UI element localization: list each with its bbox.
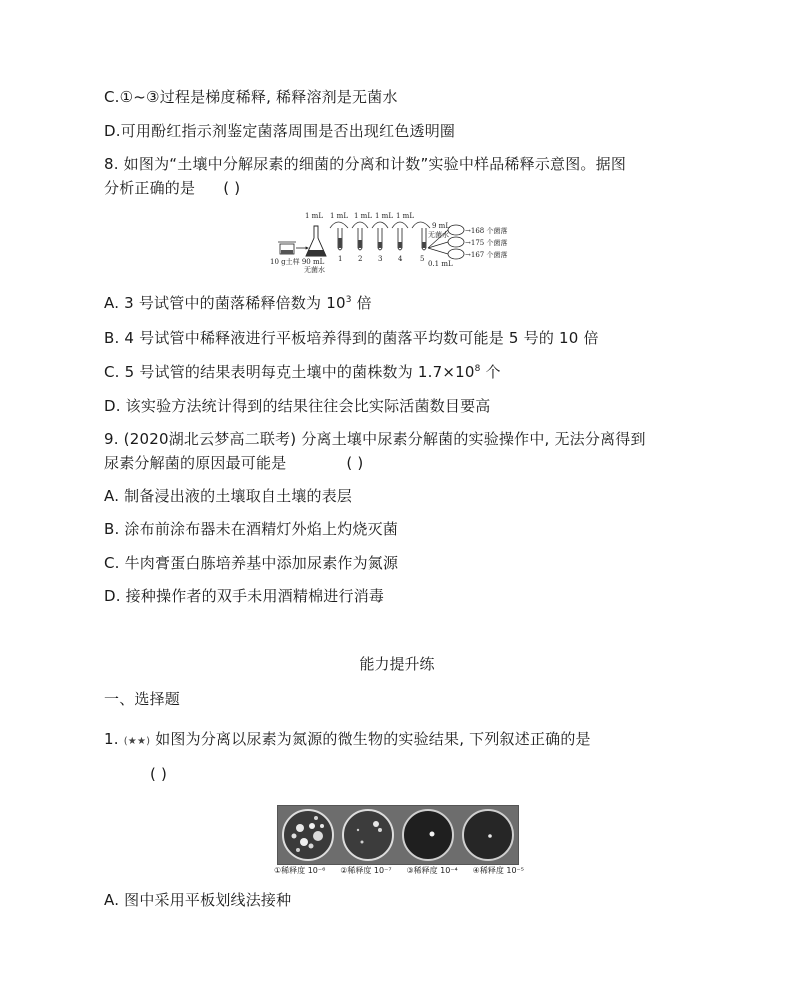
p1-answer-blank: ( ) — [150, 765, 168, 783]
colony-count-2: →175 个菌落 — [465, 239, 508, 247]
q8-answer-blank: ( ) — [223, 179, 241, 197]
tube-water-label-1: 9 mL — [432, 222, 450, 230]
p1-number: 1. — [104, 730, 119, 748]
q9-option-d: D. 接种操作者的双手未用酒精棉进行消毒 — [104, 587, 385, 605]
colony-count-1: →168 个菌落 — [465, 227, 508, 235]
test-tube-icons — [338, 228, 426, 250]
q8-option-c-text: C. 5 号试管的结果表明每克土壤中的菌株数为 1.7×10 — [104, 363, 475, 381]
tube-number-4: 4 — [398, 255, 403, 263]
p1-stem — [104, 729, 591, 752]
colony-count-3: →167 个菌落 — [465, 251, 508, 259]
petri-dish-icons — [448, 225, 464, 259]
q7-option-d: D.可用酚红指示剂鉴定菌落周围是否出现红色透明圈 — [104, 122, 456, 140]
transfer-label-4: 1 mL — [375, 212, 393, 220]
plate-caption-4: ④稀释度 10⁻⁵ — [472, 866, 524, 875]
q8-stem-line1: 8. 如图为“土壤中分解尿素的细菌的分离和计数”实验中样品稀释示意图。据图 — [104, 155, 627, 173]
plating-volume-label: 0.1 mL — [428, 260, 453, 268]
plate-3-icon — [403, 810, 453, 860]
q9-option-a: A. 制备浸出液的土壤取自土壤的表层 — [104, 487, 353, 505]
transfer-label-3: 1 mL — [354, 212, 372, 220]
q9-stem-line2 — [104, 453, 363, 473]
section-subtitle: 一、选择题 — [104, 690, 181, 708]
tube-number-3: 3 — [378, 255, 383, 263]
plate-caption-2: ②稀释度 10⁻⁷ — [340, 866, 392, 875]
soil-beaker-icon — [278, 242, 308, 254]
plate-captions — [274, 866, 524, 876]
q8-option-b: B. 4 号试管中稀释液进行平板培养得到的菌落平均数可能是 5 号的 10 倍 — [104, 329, 599, 347]
section-title: 能力提升练 — [359, 655, 435, 673]
q9-option-c: C. 牛肉膏蛋白胨培养基中添加尿素作为氮源 — [104, 554, 399, 572]
tube-number-2: 2 — [358, 255, 363, 263]
transfer-label-2: 1 mL — [330, 212, 348, 220]
q8-stem-line2 — [104, 178, 240, 198]
q8-option-a — [104, 293, 372, 313]
p1-option-a: A. 图中采用平板划线法接种 — [104, 891, 292, 909]
q9-option-b: B. 涂布前涂布器未在酒精灯外焰上灼烧灭菌 — [104, 520, 399, 538]
plate-4-icon — [463, 810, 513, 860]
flask-label-2: 无菌水 — [304, 266, 325, 274]
transfer-label-1: 1 mL — [305, 212, 323, 220]
difficulty-stars-icon: (★★) — [123, 736, 151, 747]
q9-answer-blank: ( ) — [346, 454, 364, 472]
tube-number-1: 1 — [338, 255, 343, 263]
q8-option-a-text: A. 3 号试管中的菌落稀释倍数为 10 — [104, 294, 346, 312]
petri-dish-photo — [277, 805, 519, 865]
p1-stem-text: 如图为分离以尿素为氮源的微生物的实验结果, 下列叙述正确的是 — [155, 730, 591, 748]
q8-option-c-unit: 个 — [480, 363, 501, 381]
flask-icon — [306, 226, 326, 256]
q8-option-c-exponent: 8 — [474, 364, 481, 374]
plate-1-icon — [283, 810, 333, 860]
plate-caption-3: ③稀释度 10⁻⁴ — [406, 866, 458, 875]
q9-stem-text: 尿素分解菌的原因最可能是 — [104, 454, 287, 472]
q8-stem-text: 分析正确的是 — [104, 179, 196, 197]
q8-option-a-exponent: 3 — [345, 295, 352, 305]
flask-label-1: 10 g土样 90 mL — [270, 258, 325, 266]
dilution-figure — [268, 208, 538, 274]
plate-caption-1: ①稀释度 10⁻⁶ — [274, 866, 326, 875]
q7-option-c: C.①~③过程是梯度稀释, 稀释溶剂是无菌水 — [104, 88, 398, 106]
q8-option-c — [104, 362, 501, 382]
tube-water-label-2: 无菌水 — [428, 231, 449, 239]
plate-2-icon — [343, 810, 393, 860]
transfer-label-5: 1 mL — [396, 212, 414, 220]
q8-option-d: D. 该实验方法统计得到的结果往往会比实际活菌数目要高 — [104, 397, 491, 415]
q9-stem-line1: 9. (2020湖北云梦高二联考) 分离土壤中尿素分解菌的实验操作中, 无法分离得到 — [104, 430, 646, 448]
tube-number-5: 5 — [420, 255, 425, 263]
q8-option-a-unit: 倍 — [351, 294, 372, 312]
